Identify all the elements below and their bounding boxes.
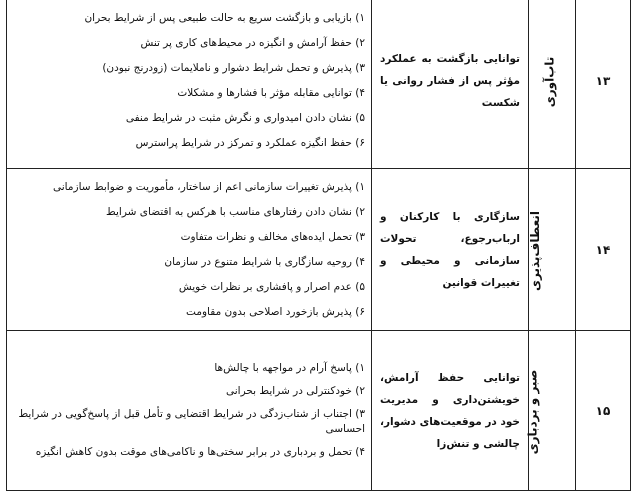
indicator-item: ۳) پذیرش و تحمل شرایط دشوار و ناملایمات (زودرنج نبودن) <box>102 61 365 74</box>
indicator-item: ۱) پذیرش تغییرات سازمانی اعم از ساختار، مأموریت و ضوابط سازمانی <box>53 180 365 193</box>
component-cell <box>529 0 576 169</box>
definition-cell: توانایی حفظ آرامش، خویشتن‌داری و مدیریت خود در موقعیت‌های دشوار، چالشی و تنش‌زا <box>372 331 529 491</box>
table-row <box>7 331 631 491</box>
component-cell <box>525 331 576 491</box>
indicators-cell <box>7 331 372 491</box>
indicator-item: ۲) نشان دادن رفتارهای مناسب با هرکس به اقتضای شرایط <box>106 205 365 218</box>
row-number: ۱۳ <box>576 0 631 169</box>
row-number: ۱۵ <box>576 331 631 491</box>
indicator-item: ۴) تحمل و بردباری در برابر سختی‌ها و ناکامی‌های موقت بدون کاهش انگیزه <box>35 446 365 458</box>
indicator-list <box>17 357 365 464</box>
indicator-list <box>17 6 365 156</box>
indicators-cell <box>7 169 372 331</box>
table-row <box>7 0 631 169</box>
indicator-item: ۶) حفظ انگیزه عملکرد و تمرکز در شرایط پراسترس <box>135 136 365 149</box>
row-number: ۱۴ <box>576 169 631 331</box>
indicator-item: ۳) اجتناب از شتاب‌زدگی در شرایط اقتضایی و تأمل قبل از پاسخ‌گویی در شرایط احساسی <box>18 408 365 435</box>
indicator-item: ۵) عدم اصرار و پافشاری بر نظرات خویش <box>178 280 365 293</box>
indicator-item: ۱) بازیابی و بازگشت سریع به حالت طبیعی پس از شرایط بحران <box>84 11 365 24</box>
indicator-item: ۲) خودکنترلی در شرایط بحرانی <box>226 385 365 397</box>
indicators-cell <box>7 0 372 169</box>
component-name: تاب‌آوری <box>542 56 557 108</box>
indicator-item: ۶) پذیرش بازخورد اصلاحی بدون مقاومت <box>186 305 365 318</box>
indicator-item: ۵) نشان دادن امیدواری و نگرش مثبت در شرایط منفی <box>125 111 365 124</box>
indicator-item: ۴) روحیه سازگاری با شرایط متنوع در سازمان <box>164 255 365 268</box>
indicator-item: ۲) حفظ آرامش و انگیزه در محیط‌های کاری پر تنش <box>140 36 365 49</box>
indicator-item: ۳) تحمل ایده‌های مخالف و نظرات متفاوت <box>180 230 365 243</box>
definition-cell: سازگاری با کارکنان و ارباب‌رجوع، تحولات سازمانی و محیطی و تغییرات قوانین <box>372 169 529 331</box>
component-name: صبر و بردباری <box>525 369 540 455</box>
component-name: انعطاف‌پذیری <box>528 211 543 291</box>
indicator-item: ۱) پاسخ آرام در مواجهه با چالش‌ها <box>214 362 365 374</box>
table-row <box>7 169 631 331</box>
indicator-item: ۴) توانایی مقابله مؤثر با فشارها و مشکلات <box>177 86 365 99</box>
indicator-list <box>17 175 365 325</box>
component-cell <box>529 169 576 331</box>
definition-cell: توانایی بازگشت به عملکرد مؤثر پس از فشار روانی یا شکست <box>372 0 529 169</box>
competency-table <box>6 0 631 491</box>
